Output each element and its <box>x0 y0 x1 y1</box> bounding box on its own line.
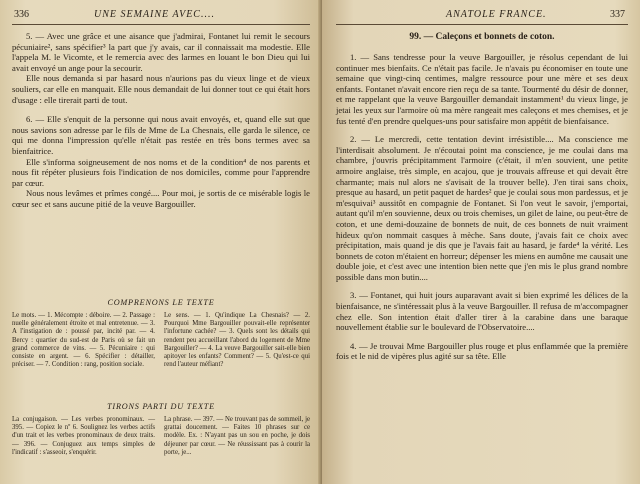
paragraph: 1. — Sans tendresse pour la veuve Bargouiller, je résolus cependant de lui continuer mes bienfaits. Ce n'était pas facile. Je n'avais pu économiser en toute une semaine que vingt-cinq centimes, malgre ressource pour une mère et ses deux enfants. Fontanet n'avait encore rien reçu de sa tante. Tourmenté du désir de donner, et me rappelant que la veuve Bargouiller demandait instamment¹ du vieux linge, je jetai les yeux sur l'armoire où ma mère rangeait mes caleçons et mes chemises, et je fus tenté d'en prendre quelques-uns pour satisfaire mon appétit de bienfaisance. <box>336 52 628 126</box>
right-page <box>322 0 640 484</box>
paragraph: 6. — Elle s'enquit de la personne qui nous avait envoyés, et, quand elle sut que nous savions son adresse par le fils de Mme de La Chesnais, elle garda le silence, ce qui me donna l'impression qu'elle n'était pas restée en très bons termes avec sa bienfaitrice. <box>12 114 310 156</box>
paragraph: 4. — Je trouvai Mme Bargouiller plus rouge et plus enflammée que la première fois et le nid de vipères plus agité sur sa tête. Elle <box>336 340 628 362</box>
body-text <box>336 52 628 362</box>
paragraph: 2. — Le mercredi, cette tentation devint irrésistible.... Ma conscience me l'interdisait absolument. Je n'écoutai point ma conscience, je me coulai dans ma chambre, j'ouvris précipitamment l'armoire (c'était, il m'en souvient, une petite armoire anglaise, très simple, en acajou, que je trouvais affreuse et qui devait être charmante; mais nul alors ne s'avisait de la trouver belle). J'en tirai sans choix, presque au hasard, un petit paquet de hardes² que je coulai sous mon pardessus, et je m'esquivai³ aussitôt en compagnie de Fontanet. Si l'on veut le savoir, j'emportai, autant qu'il m'en souvienne, deux ou trois chemises, un gilet de laine, ou peut-être de coton, et une demi-douzaine de bonnets de nuit, de ces bonnets de nuit vraiment hideux qu'on nommait casques à mèche. Sans doute, j'avais fait ce choix avec précipitation, mais quand je dis que je l'avais fait au hasard, je farde⁴ la vérité. Les bonnets de coton m'étaient en horreur; dépenser les miens en aumône me causait une double joie, et c'est avec une intention bien nette que j'en mis le plus grand nombre possible dans mon butin.... <box>336 134 628 282</box>
paragraph: Nous nous levâmes et prîmes congé.... Pour moi, je sortis de ce misérable logis le cœur sec et sans aucune pitié de la veuve Bargouiller. <box>12 188 310 209</box>
paragraph: 3. — Fontanet, qui huit jours auparavant avait si bien exprimé les délices de la bienfaisance, ne s'intéressait plus à la veuve Bargouiller. Il refusa de m'accompagner chez elle. Son intention était d'aller tirer à la carabine dans une baraque nouvellement établie sur le boulevard de l'Observatoire.... <box>336 290 628 333</box>
chapter-title: 99. — Caleçons et bonnets de coton. <box>409 32 555 42</box>
body-text <box>12 31 310 210</box>
header-rule <box>336 24 628 25</box>
paragraph: 5. — Avec une grâce et une aisance que j'admirai, Fontanet lui remit le secours pécuniaire², sans spécifier³ la part que j'y avais, car il connaissait ma modestie. Elle l'appela M. le Vicomte, et le remercia avec des larmes en louant le bon Dieu qui lui avait envoyé un ange pour la secourir. <box>12 31 310 73</box>
paragraph: Elle s'informa soigneusement de nos noms et de la condition⁴ de nos parents et nous fit répéter plusieurs fois l'indication de nos domiciles, comme pour l'apprendre par cœur. <box>12 156 310 188</box>
section-title: TIRONS PARTI DU TEXTE <box>107 402 215 411</box>
page-number: 336 <box>14 9 29 20</box>
sentence-exercise: La phrase. — 397. — Ne trouvant pas de sommeil, je grattai doucement. — Faites 10 phrases sur ce modèle. Ex. : N'ayant pas un sou en poche, je dois déjeuner par cœur. — Ne réussissant pas à courir la porte, je... <box>164 416 310 456</box>
header-rule <box>12 24 310 25</box>
vocabulary-notes: Le mots. — 1. Mécompte : déboire. — 2. Passage : nuelle généralement étroite et mal entretenue. — 3. A l'instigation de : poussé par, incité par. — 4. Bercy : quartier du sud-est de Paris où se fait un grand commerce de vins. — 5. Pécuniaire : qui consiste en argent. — 6. Spécifier : détailler, préciser. — 7. Condition : rang, position sociale. <box>12 312 155 369</box>
page-number: 337 <box>610 9 625 20</box>
running-head: UNE SEMAINE AVEC.... <box>94 9 215 20</box>
section-title: COMPRENONS LE TEXTE <box>107 298 215 307</box>
running-head: ANATOLE FRANCE. <box>446 9 547 20</box>
comprehension-questions: Le sens. — 1. Qu'indique La Chesnais? — 2. Pourquoi Mme Bargouiller pouvait-elle représenter l'infortune cachée? — 3. Quels sont les détails qui rendent peu accueillant l'abord du logement de Mme Bargouiller? — 4. La veuve Bargouiller sait-elle bien apitoyer les enfants? Comment? — 5. Qu'est-ce qui rend l'auteur méfiant? <box>164 312 310 369</box>
conjugation-exercise: La conjugaison. — Les verbes pronominaux. — 395. — Copiez le nº 6. Soulignez les verbes actifs d'un trait et les verbes pronominaux de deux traits. — 396. — Conjuguez aux temps simples de l'indicatif : s'asseoir, s'enquérir. <box>12 416 155 456</box>
paragraph: Elle nous demanda si par hasard nous n'aurions pas du vieux linge et de vieux souliers, car elle en manquait. Elle nous demandait de lui donner tout ce qui était hors d'usage : elle tirerait parti de tout. <box>12 73 310 105</box>
